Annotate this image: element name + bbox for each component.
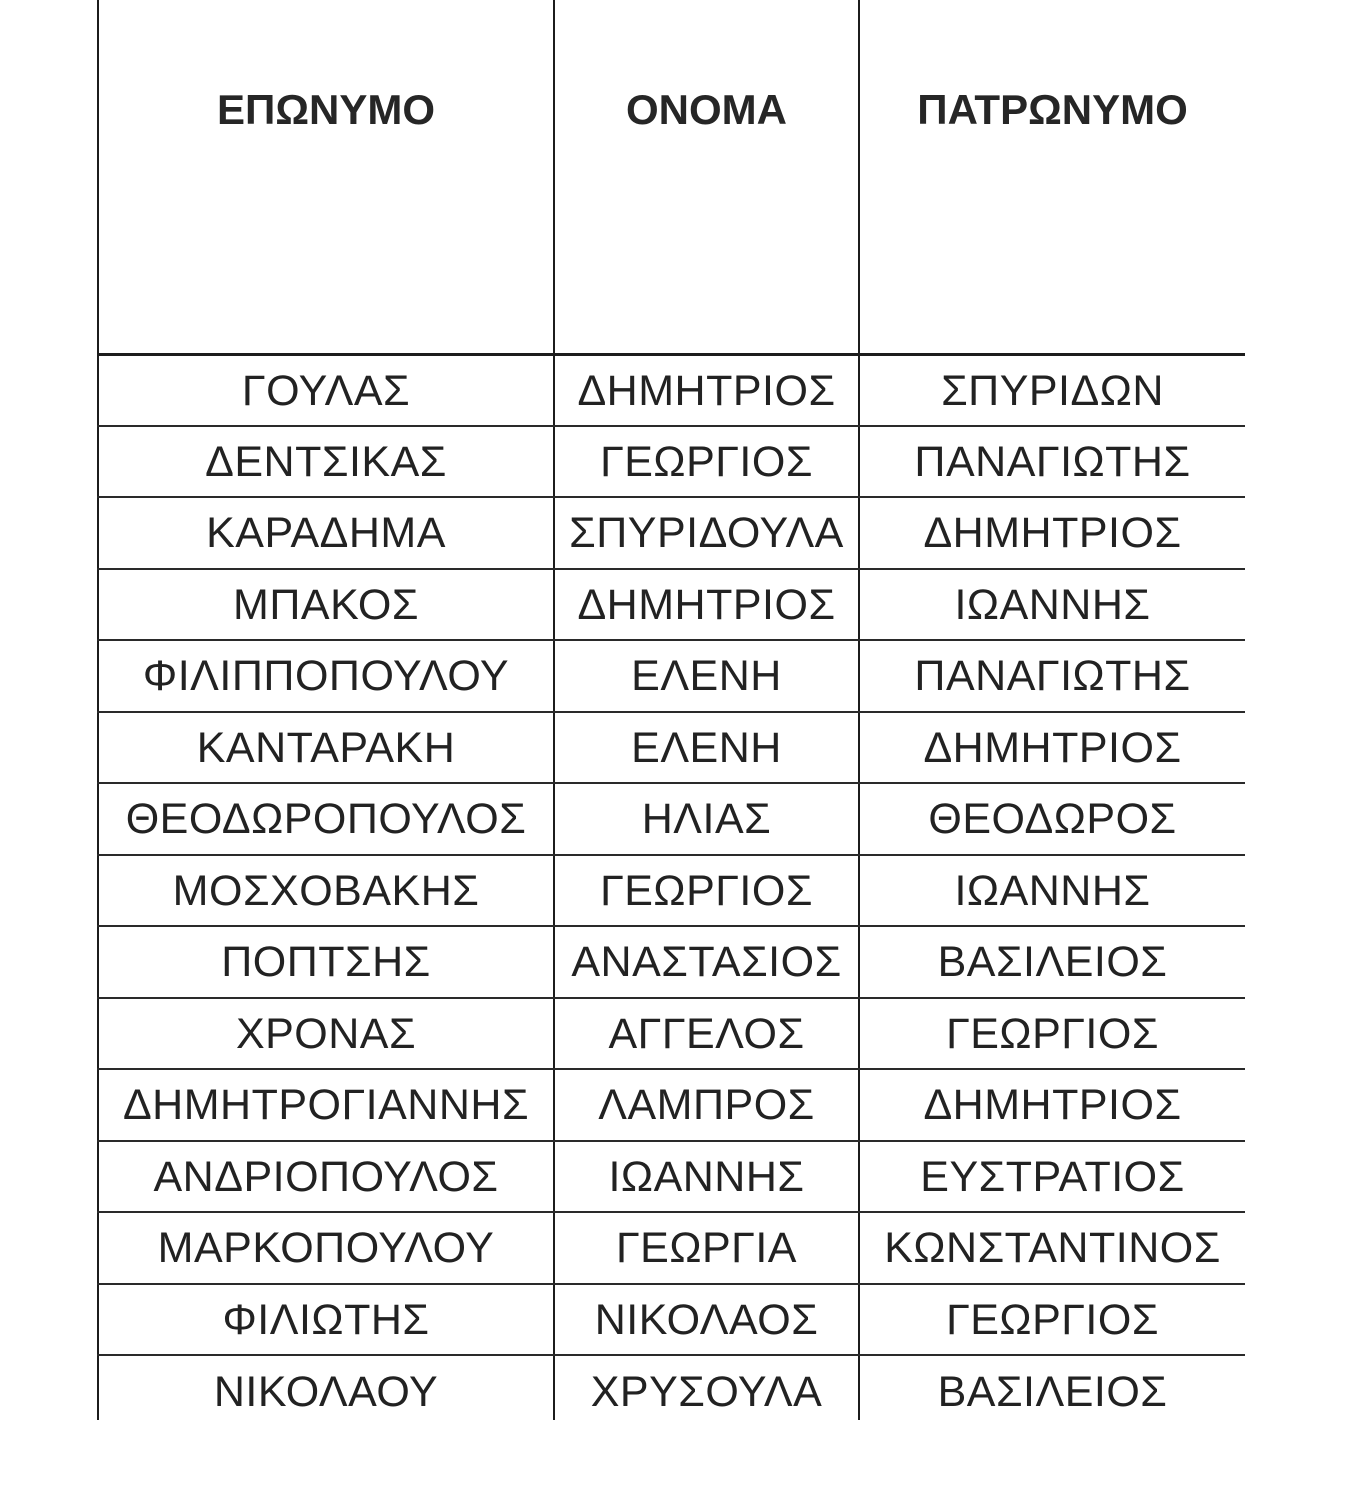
cell-fathers-name: ΙΩΑΝΝΗΣ xyxy=(859,855,1245,927)
cell-first-name: ΕΛΕΝΗ xyxy=(554,640,859,712)
table-row xyxy=(98,1141,1245,1213)
cell-fathers-name: ΕΥΣΤΡΑΤΙΟΣ xyxy=(859,1141,1245,1213)
cell-surname: ΑΝΔΡΙΟΠΟΥΛΟΣ xyxy=(98,1141,554,1213)
names-table xyxy=(97,0,1245,1420)
cell-surname: ΚΑΝΤΑΡΑΚΗ xyxy=(98,712,554,784)
cell-surname: ΦΙΛΙΩΤΗΣ xyxy=(98,1284,554,1356)
cell-fathers-name: ΓΕΩΡΓΙΟΣ xyxy=(859,998,1245,1070)
table-row xyxy=(98,354,1245,426)
cell-surname: ΦΙΛΙΠΠΟΠΟΥΛΟΥ xyxy=(98,640,554,712)
cell-first-name: ΓΕΩΡΓΙΑ xyxy=(554,1212,859,1284)
cell-fathers-name: ΒΑΣΙΛΕΙΟΣ xyxy=(859,1355,1245,1420)
cell-fathers-name: ΙΩΑΝΝΗΣ xyxy=(859,569,1245,641)
cell-fathers-name: ΠΑΝΑΓΙΩΤΗΣ xyxy=(859,640,1245,712)
cell-first-name: ΧΡΥΣΟΥΛΑ xyxy=(554,1355,859,1420)
cell-fathers-name: ΣΠΥΡΙΔΩΝ xyxy=(859,354,1245,426)
table-row xyxy=(98,1069,1245,1141)
cell-fathers-name: ΚΩΝΣΤΑΝΤΙΝΟΣ xyxy=(859,1212,1245,1284)
table-row xyxy=(98,855,1245,927)
table-body xyxy=(98,354,1245,1420)
cell-first-name: ΔΗΜΗΤΡΙΟΣ xyxy=(554,569,859,641)
header-fathers-name: ΠΑΤΡΩΝΥΜΟ xyxy=(859,0,1245,354)
header-first-name: ΟΝΟΜΑ xyxy=(554,0,859,354)
cell-surname: ΘΕΟΔΩΡΟΠΟΥΛΟΣ xyxy=(98,783,554,855)
cell-first-name: ΔΗΜΗΤΡΙΟΣ xyxy=(554,354,859,426)
cell-fathers-name: ΘΕΟΔΩΡΟΣ xyxy=(859,783,1245,855)
cell-surname: ΓΟΥΛΑΣ xyxy=(98,354,554,426)
cell-surname: ΔΗΜΗΤΡΟΓΙΑΝΝΗΣ xyxy=(98,1069,554,1141)
cell-first-name: ΕΛΕΝΗ xyxy=(554,712,859,784)
table-row xyxy=(98,426,1245,498)
cell-fathers-name: ΔΗΜΗΤΡΙΟΣ xyxy=(859,1069,1245,1141)
cell-first-name: ΑΓΓΕΛΟΣ xyxy=(554,998,859,1070)
table-row xyxy=(98,783,1245,855)
cell-fathers-name: ΓΕΩΡΓΙΟΣ xyxy=(859,1284,1245,1356)
cell-first-name: ΓΕΩΡΓΙΟΣ xyxy=(554,855,859,927)
table-row xyxy=(98,712,1245,784)
cell-surname: ΔΕΝΤΣΙΚΑΣ xyxy=(98,426,554,498)
table-row xyxy=(98,926,1245,998)
header-surname: ΕΠΩΝΥΜΟ xyxy=(98,0,554,354)
cell-surname: ΜΟΣΧΟΒΑΚΗΣ xyxy=(98,855,554,927)
cell-surname: ΜΑΡΚΟΠΟΥΛΟΥ xyxy=(98,1212,554,1284)
cell-first-name: ΑΝΑΣΤΑΣΙΟΣ xyxy=(554,926,859,998)
cell-surname: ΜΠΑΚΟΣ xyxy=(98,569,554,641)
cell-surname: ΠΟΠΤΣΗΣ xyxy=(98,926,554,998)
cell-fathers-name: ΔΗΜΗΤΡΙΟΣ xyxy=(859,712,1245,784)
cell-first-name: ΙΩΑΝΝΗΣ xyxy=(554,1141,859,1213)
table-row xyxy=(98,640,1245,712)
cell-surname: ΚΑΡΑΔΗΜΑ xyxy=(98,497,554,569)
header-row xyxy=(98,0,1245,354)
cell-first-name: ΓΕΩΡΓΙΟΣ xyxy=(554,426,859,498)
cell-first-name: ΛΑΜΠΡΟΣ xyxy=(554,1069,859,1141)
table-row xyxy=(98,998,1245,1070)
table-row xyxy=(98,1212,1245,1284)
cell-surname: ΧΡΟΝΑΣ xyxy=(98,998,554,1070)
cell-first-name: ΝΙΚΟΛΑΟΣ xyxy=(554,1284,859,1356)
table-row xyxy=(98,1355,1245,1420)
cell-fathers-name: ΠΑΝΑΓΙΩΤΗΣ xyxy=(859,426,1245,498)
table-row xyxy=(98,1284,1245,1356)
names-table-container xyxy=(97,0,1245,1420)
cell-surname: ΝΙΚΟΛΑΟΥ xyxy=(98,1355,554,1420)
cell-first-name: ΣΠΥΡΙΔΟΥΛΑ xyxy=(554,497,859,569)
table-row xyxy=(98,497,1245,569)
cell-first-name: ΗΛΙΑΣ xyxy=(554,783,859,855)
cell-fathers-name: ΒΑΣΙΛΕΙΟΣ xyxy=(859,926,1245,998)
cell-fathers-name: ΔΗΜΗΤΡΙΟΣ xyxy=(859,497,1245,569)
table-row xyxy=(98,569,1245,641)
